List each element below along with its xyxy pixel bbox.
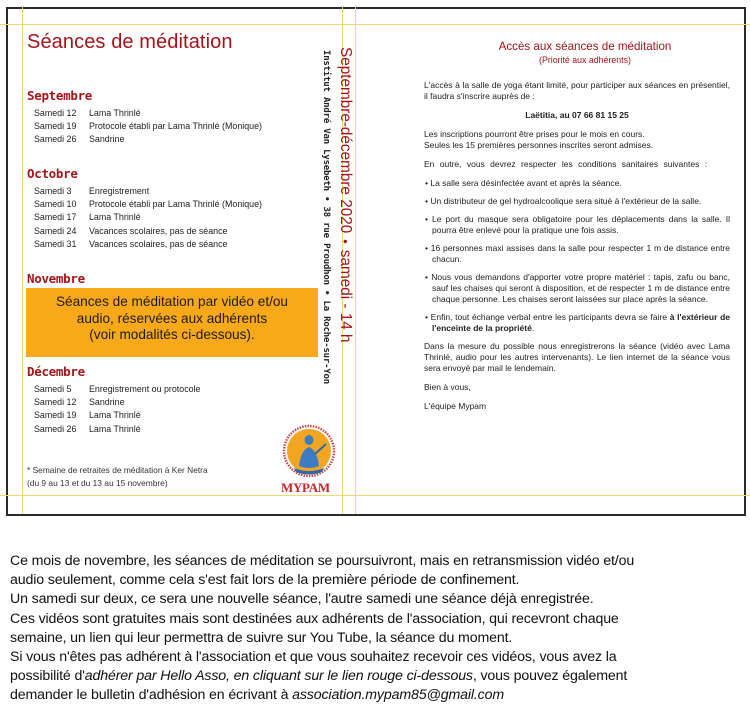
month-heading-septembre: Septembre — [27, 88, 93, 103]
november-notice-box: Séances de méditation par vidéo et/ou audio, réservées aux adhérents (voir modalités ci-dessous). — [26, 288, 318, 357]
condition-item: • Un distributeur de gel hydroalcoolique sera situé à l'extérieur de la salle. — [425, 196, 702, 206]
hello-asso-link-text: adhérer par Hello Asso, en cliquant sur le lien rouge ci-dessous — [84, 668, 473, 685]
session-list-septembre — [34, 107, 262, 147]
bullet-icon: • — [338, 239, 353, 244]
contact-email: association.mypam85@gmail.com — [292, 687, 505, 704]
session-row: Samedi 19 Protocole établi par Lama Thrinlé (Monique) — [34, 121, 262, 132]
print-guide-fold-right — [355, 7, 356, 514]
session-row: Samedi 31 Vacances scolaires, pas de séance — [34, 238, 228, 249]
signature: L'équipe Mypam — [424, 401, 487, 411]
session-row: Samedi 17 Lama Thrinlé — [34, 212, 141, 223]
schedule-title: Séances de méditation — [27, 31, 233, 53]
condition-item: • 16 personnes maxi assises dans la salle pour respecter 1 m de distance entre chacun. — [425, 243, 730, 264]
condition-item: • Enfin, tout échange verbal entre les participants devra se faire à l'extérieur de l'enceinte de la propriété. — [425, 312, 730, 333]
session-list-decembre — [34, 383, 201, 436]
session-row: Samedi 10 Protocole établi par Lama Thrinlé (Monique) — [34, 199, 262, 210]
month-heading-novembre: Novembre — [27, 271, 85, 286]
access-subtitle: (Priorité aux adhérents) — [539, 55, 631, 65]
logo-wordmark: MYPAM — [281, 480, 330, 495]
print-guide-bottom — [0, 495, 750, 496]
session-row: Samedi 5 Enregistrement ou protocole — [34, 384, 201, 394]
access-intro: L'accès à la salle de yoga étant limité, pour participer aux séances en présentiel, il faudra s'inscrire auprès de : — [424, 80, 730, 101]
session-row: Samedi 26 Lama Thrinlé — [34, 423, 141, 434]
session-row: Samedi 12 Sandrine — [34, 397, 125, 408]
access-title: Accès aux séances de méditation — [498, 40, 672, 53]
conditions-intro: En outre, vous devrez respecter les conditions sanitaires suivantes : — [424, 159, 708, 169]
month-heading-octobre: Octobre — [27, 166, 78, 181]
condition-item: • Nous vous demandons d'apporter votre propre matériel : tapis, zafu ou banc, sauf les chaises qui seront à disposition, et de respecter 1 m de distance entre chaque personne. Les chaises seront laissées sur place après la séance. — [425, 272, 730, 304]
session-list-octobre — [34, 185, 262, 251]
session-row: Samedi 24 Vacances scolaires, pas de séance — [34, 225, 228, 236]
logo-figure-head — [305, 435, 314, 445]
retreat-footnote: * Semaine de retraites de méditation à Ker Netra (du 9 au 13 et du 13 au 15 novembre) — [27, 465, 208, 488]
closing: Bien à vous, — [424, 382, 471, 392]
session-row: Samedi 3 Enregistrement — [34, 186, 150, 196]
session-row: Samedi 26 Sandrine — [34, 134, 125, 145]
session-row: Samedi 12 Lama Thrinlé — [34, 108, 141, 118]
condition-item: • Le port du masque sera obligatoire pour les déplacements dans la salle. Il pourra être enlevé pour la pratique une fois assis. — [425, 214, 730, 235]
november-announcement: Ce mois de novembre, les séances de méditation se poursuivront, mais en retransmission vidéo et/ou audio seulement, comme cela s'est fait lors de la première période de confinement. Un samedi sur deux, ce sera une nouvelle séance, l'autre samedi une séance déjà enregistrée. Ces vidéos sont gratuites mais sont destinées aux adhérents de l'association, qui recevront chaque semaine, un lien qui leur permettra de suivre sur You Tube, la séance du moment. Si vous n'êtes pas adhérent à l'association et que vous souhaitez recevoir ces vidéos, vous avez la possibilité d'adhérer par Hello Asso, en cliquant sur le lien rouge ci-dessous, vous pouvez également demander le bulletin d'adhésion en écrivant à association.mypam85@gmail.com — [10, 553, 635, 704]
institute-address: Institut André Van Lysebeth • 38 rue Proudhon • La Roche-sur-Yon — [321, 50, 331, 384]
month-heading-decembre: Décembre — [27, 364, 85, 379]
spine-dates: Septembre-décembre 2020•samedi - 14 h — [337, 47, 354, 343]
registration-info: Les inscriptions pourront être prises pour le mois en cours. Seules les 15 premières personnes inscrites seront admises. — [424, 129, 654, 150]
session-row: Samedi 19 Lama Thrinlé — [34, 410, 141, 421]
print-guide-left — [22, 7, 23, 514]
print-guide-top — [0, 24, 750, 25]
access-body — [424, 80, 730, 420]
condition-item: • La salle sera désinfectée avant et après la séance. — [425, 178, 622, 188]
recording-info: Dans la mesure du possible nous enregistrerons la séance (vidéo avec Lama Thrinlé, audio pour les autres intervenants). Le lien internet de la séance vous sera envoyé par mail le lendemain. — [424, 341, 730, 373]
contact-phone: Laëtitia, au 07 66 81 15 25 — [525, 110, 629, 120]
